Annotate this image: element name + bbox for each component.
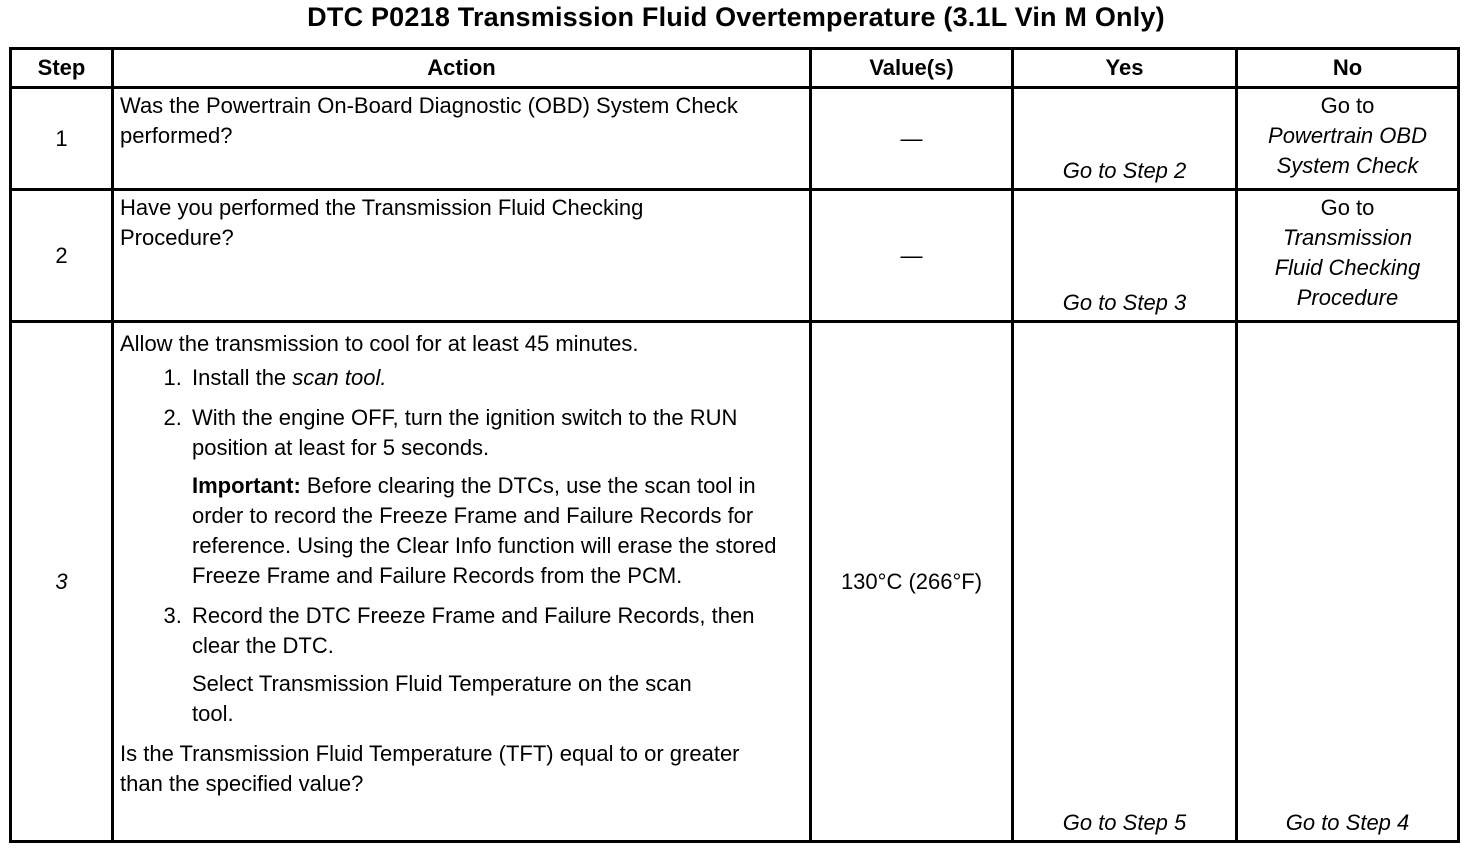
action-text (113, 190, 811, 322)
step-number: 3 (11, 322, 113, 842)
step-number: 1 (11, 88, 113, 190)
table-row-step-2 (11, 190, 1459, 322)
value-cell: — (811, 88, 1013, 190)
column-header-step: Step (11, 49, 113, 88)
action-question: Was the Powertrain On-Board Diagnostic (OBD) System Check performed? (120, 93, 738, 148)
no-goto-target: Transmission Fluid Checking Procedure (1274, 225, 1421, 310)
substep-2-text: With the engine OFF, turn the ignition switch to the RUN position at least for 5 seconds. (192, 405, 738, 460)
column-header-values: Value(s) (811, 49, 1013, 88)
step-number: 2 (11, 190, 113, 322)
table-row-step-3 (11, 322, 1459, 842)
action-text (113, 322, 811, 842)
important-label: Important: (192, 473, 301, 498)
important-note (192, 471, 803, 591)
no-goto-target: Powertrain OBD System Check (1268, 123, 1427, 178)
substep-1 (188, 363, 803, 393)
important-text: Before clearing the DTCs, use the scan tool in order to record the Freeze Frame and Failure Records for reference. Using the Clear Info function will erase the stored Freeze Frame and Failure Records from the PCM. (192, 473, 777, 588)
diagnostic-table (9, 47, 1460, 843)
value-cell: — (811, 190, 1013, 322)
substep-3-note: Select Transmission Fluid Temperature on the scan tool. (192, 671, 692, 726)
substep-3 (188, 601, 803, 729)
scan-tool-term: scan tool. (292, 365, 387, 390)
substep-2 (188, 403, 803, 591)
yes-action: Go to Step 2 (1013, 88, 1237, 190)
no-action (1237, 88, 1459, 190)
action-intro: Allow the transmission to cool for at least 45 minutes. (120, 331, 639, 356)
page-title: DTC P0218 Transmission Fluid Overtemperature (3.1L Vin M Only) (307, 2, 1165, 32)
table-header-row (11, 49, 1459, 88)
action-text (113, 88, 811, 190)
action-question: Have you performed the Transmission Fluid Checking Procedure? (120, 195, 644, 250)
no-action (1237, 190, 1459, 322)
substep-1-text: Install the (192, 365, 293, 390)
table-row-step-1 (11, 88, 1459, 190)
value-cell: 130°C (266°F) (811, 322, 1013, 842)
column-header-yes: Yes (1013, 49, 1237, 88)
substep-list (120, 363, 803, 729)
column-header-no: No (1237, 49, 1459, 88)
yes-action: Go to Step 5 (1013, 322, 1237, 842)
column-header-action: Action (113, 49, 811, 88)
no-goto-prefix: Go to (1320, 93, 1375, 118)
yes-action: Go to Step 3 (1013, 190, 1237, 322)
no-goto-prefix: Go to (1320, 195, 1375, 220)
action-question: Is the Transmission Fluid Temperature (TFT) equal to or greater than the specified value? (120, 741, 740, 796)
substep-3-text: Record the DTC Freeze Frame and Failure Records, then clear the DTC. (192, 603, 755, 658)
no-action: Go to Step 4 (1237, 322, 1459, 842)
